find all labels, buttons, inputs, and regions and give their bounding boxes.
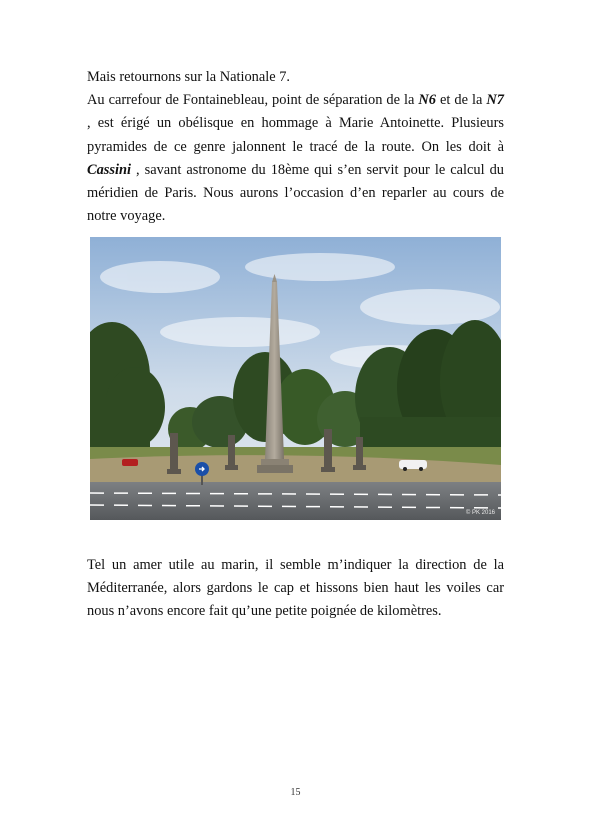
para2-text-4: , savant astronome du 18ème qui s’en servit pour le calcul du méridien de Paris. Nous aurons l’occasion d’en reparler au cours de notre voyage.	[87, 161, 504, 225]
photo-credit: © PK 2016	[465, 510, 495, 516]
obelisk-photo-illustration	[90, 237, 501, 520]
para2-text-2: et de la	[436, 92, 487, 109]
road	[90, 482, 501, 520]
road-n6: N6	[418, 92, 436, 109]
road-n7: N7	[486, 92, 504, 109]
name-cassini: Cassini	[87, 161, 131, 178]
obelisk-photo	[90, 237, 501, 520]
para2-text-1: Au carrefour de Fontainebleau, point de séparation de la	[87, 92, 419, 109]
page-number: 15	[290, 787, 301, 798]
body-paragraph-2: Tel un amer utile au marin, il semble m’indiquer la direction de la Méditerranée, alors gardons le cap et hissons bien haut les voiles car nous n’avons encore fait qu’une petite poignée de kilomètres.	[87, 557, 504, 620]
body-paragraph-1	[87, 66, 504, 228]
para2-text-3: , est érigé un obélisque en hommage à Marie Antoinette. Plusieurs pyramides de ce genre jalonnent le tracé de la route. On les doit à	[87, 115, 504, 155]
intro-line: Mais retournons sur la Nationale 7.	[87, 69, 291, 85]
